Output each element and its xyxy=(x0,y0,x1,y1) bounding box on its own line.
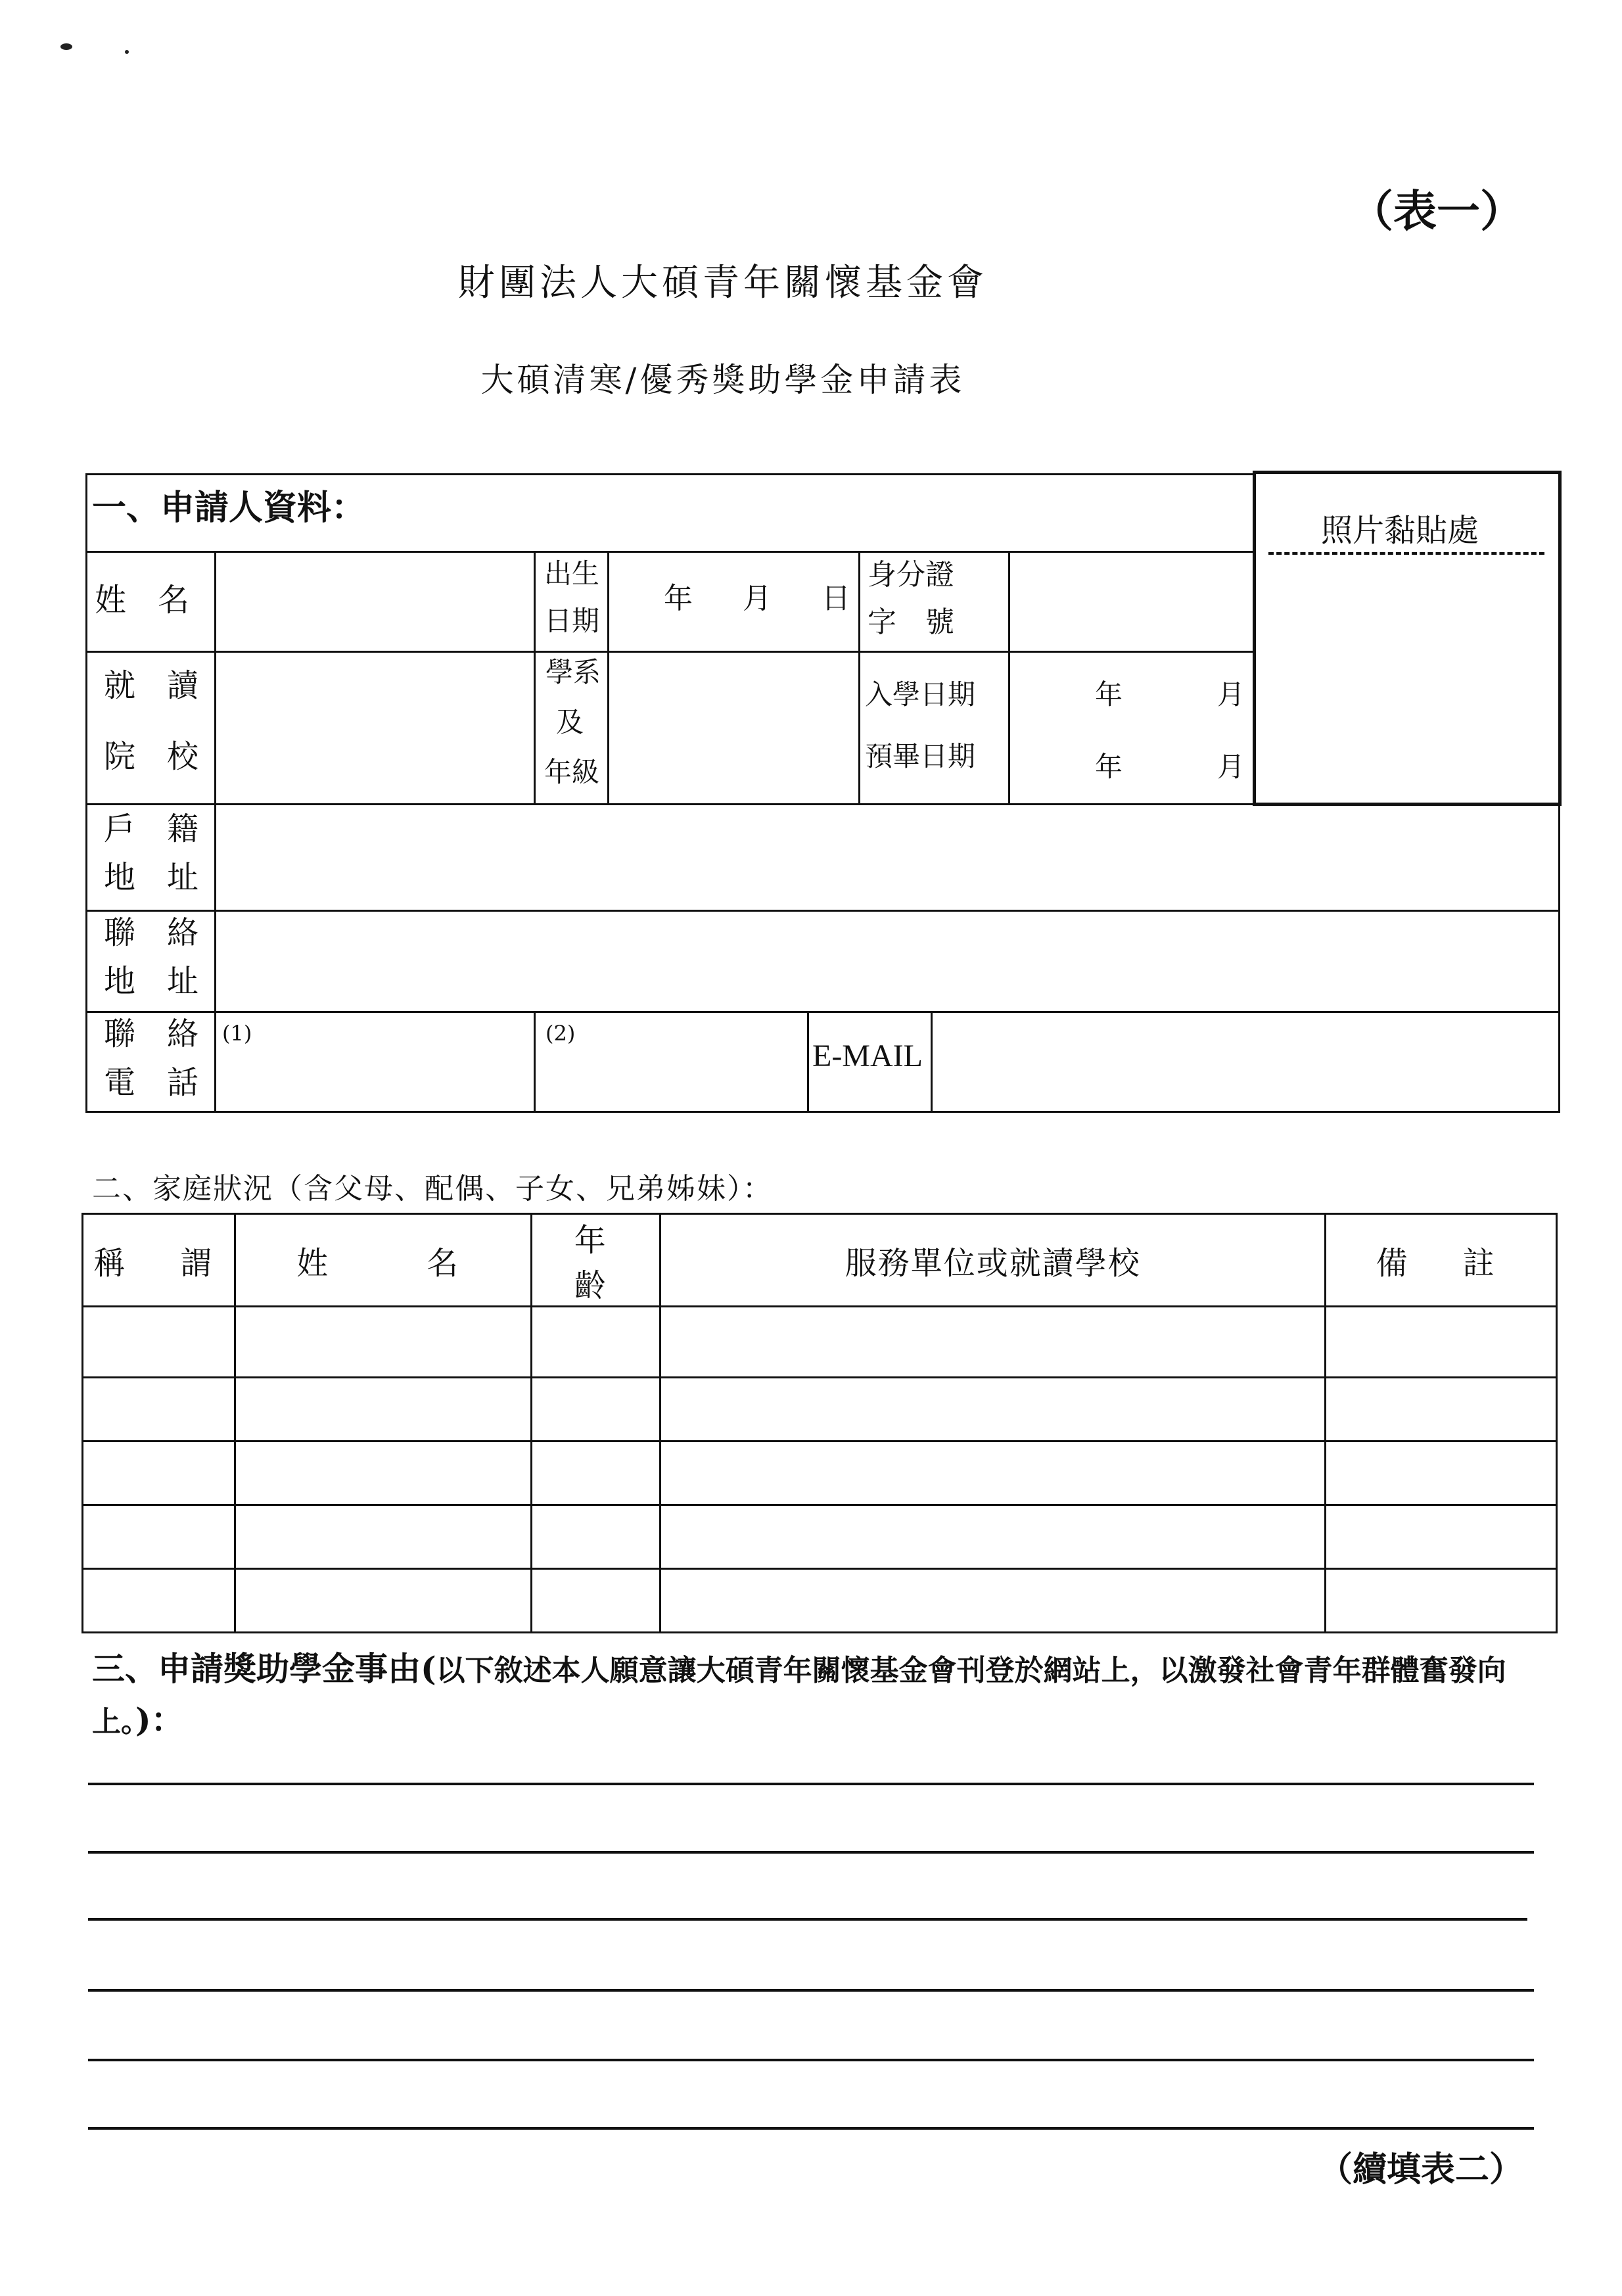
family-table xyxy=(81,1213,1558,1633)
reason-line-1[interactable] xyxy=(88,1783,1534,1785)
household-label-2: 地 址 xyxy=(104,859,199,896)
name-label: 姓 名 xyxy=(95,582,190,619)
scan-speck xyxy=(125,50,129,54)
table-cell[interactable] xyxy=(235,1569,532,1633)
table-cell[interactable] xyxy=(83,1378,235,1441)
table-cell[interactable] xyxy=(660,1378,1326,1441)
table-cell[interactable] xyxy=(235,1505,532,1569)
reason-line-3[interactable] xyxy=(88,1918,1527,1921)
household-address-field[interactable] xyxy=(217,806,1556,908)
page-title: 財團法人大碩青年關懷基金會 xyxy=(458,262,988,304)
page-subtitle: 大碩清寒/優秀獎助學金申請表 xyxy=(480,361,965,399)
family-table-header xyxy=(83,1214,1557,1307)
reason-line-6[interactable] xyxy=(88,2127,1534,2130)
section2-heading: 二、家庭狀況（含父母、配偶、子女、兄弟姊妹）： xyxy=(92,1172,773,1206)
col-name: 姓 名 xyxy=(235,1214,532,1307)
contact-address-label-1: 聯 絡 xyxy=(104,914,199,951)
school-field[interactable] xyxy=(217,653,532,802)
table-cell[interactable] xyxy=(532,1569,660,1633)
phone-1-field[interactable]: (1) xyxy=(222,1021,252,1046)
enroll-field[interactable]: 年 月 xyxy=(1095,678,1259,711)
phone-label-2: 電 話 xyxy=(104,1064,199,1101)
table-cell[interactable] xyxy=(532,1505,660,1569)
scan-speck xyxy=(60,43,72,50)
table-cell[interactable] xyxy=(1326,1441,1557,1505)
grad-label: 預畢日期 xyxy=(865,740,976,772)
table-cell[interactable] xyxy=(1326,1569,1557,1633)
table-cell[interactable] xyxy=(532,1378,660,1441)
section3-title-end: )： xyxy=(135,1700,184,1739)
table-row xyxy=(83,1569,1557,1633)
grad-field[interactable]: 年 月 xyxy=(1095,751,1259,783)
table-cell[interactable] xyxy=(83,1505,235,1569)
col-relation: 稱 謂 xyxy=(83,1214,235,1307)
table-cell[interactable] xyxy=(235,1307,532,1378)
form-number-label: （表一） xyxy=(1350,185,1523,237)
table-cell[interactable] xyxy=(83,1569,235,1633)
household-label-1: 戶 籍 xyxy=(104,810,199,847)
col-employer-school: 服務單位或就讀學校 xyxy=(660,1214,1326,1307)
table-cell[interactable] xyxy=(660,1441,1326,1505)
table-cell[interactable] xyxy=(532,1307,660,1378)
dob-field[interactable]: 年 月 日 xyxy=(664,582,861,615)
dept-field[interactable] xyxy=(610,653,857,802)
section3-heading xyxy=(92,1643,1551,1745)
name-field[interactable] xyxy=(217,553,532,649)
table-cell[interactable] xyxy=(660,1307,1326,1378)
table-cell[interactable] xyxy=(235,1378,532,1441)
reason-line-4[interactable] xyxy=(88,1989,1534,1992)
photo-label: 照片黏貼處 xyxy=(1321,512,1479,549)
id-label-2: 字 號 xyxy=(868,605,954,639)
school-label-1: 就 讀 xyxy=(104,667,199,704)
reason-line-2[interactable] xyxy=(88,1851,1534,1854)
school-label-2: 院 校 xyxy=(104,738,199,775)
section1-heading: 一、申請人資料： xyxy=(92,488,366,528)
table-row xyxy=(83,1307,1557,1378)
col-remarks: 備 註 xyxy=(1326,1214,1557,1307)
table-cell[interactable] xyxy=(83,1307,235,1378)
dept-label-1: 學系 xyxy=(545,656,601,688)
applicant-info-section xyxy=(85,473,1560,1111)
table-cell[interactable] xyxy=(1326,1505,1557,1569)
dob-label-2: 日期 xyxy=(544,605,600,637)
phone-label-1: 聯 絡 xyxy=(104,1016,199,1052)
id-label-1: 身分證 xyxy=(868,558,954,592)
table-row xyxy=(83,1505,1557,1569)
col-age: 年 齡 xyxy=(532,1214,660,1307)
table-cell[interactable] xyxy=(660,1505,1326,1569)
table-row xyxy=(83,1378,1557,1441)
email-label: E-MAIL xyxy=(812,1039,923,1073)
table-cell[interactable] xyxy=(532,1441,660,1505)
table-cell[interactable] xyxy=(660,1569,1326,1633)
enroll-label: 入學日期 xyxy=(865,678,976,711)
table-cell[interactable] xyxy=(1326,1307,1557,1378)
section3-title: 三、申請獎助學金事由( xyxy=(92,1649,436,1688)
dept-label-3: 年級 xyxy=(544,756,600,788)
email-field[interactable] xyxy=(933,1014,1556,1110)
table-cell[interactable] xyxy=(235,1441,532,1505)
contact-address-label-2: 地 址 xyxy=(104,963,199,1000)
dept-label-2: 及 xyxy=(556,706,584,738)
table-cell[interactable] xyxy=(1326,1378,1557,1441)
id-field[interactable] xyxy=(1011,553,1253,649)
photo-divider xyxy=(1268,552,1544,555)
phone-2-field[interactable]: (2) xyxy=(545,1021,576,1046)
continue-note: （續填表二） xyxy=(1318,2149,1523,2190)
reason-line-5[interactable] xyxy=(88,2059,1534,2061)
table-cell[interactable] xyxy=(83,1441,235,1505)
section3-note: 以下敘述本人願意讓大碩青年關懷基金會刊登於網站上，以激發社會青年群體奮發向上。 xyxy=(92,1654,1506,1739)
contact-address-field[interactable] xyxy=(217,912,1556,1010)
dob-label-1: 出生 xyxy=(544,557,600,590)
table-row xyxy=(83,1441,1557,1505)
